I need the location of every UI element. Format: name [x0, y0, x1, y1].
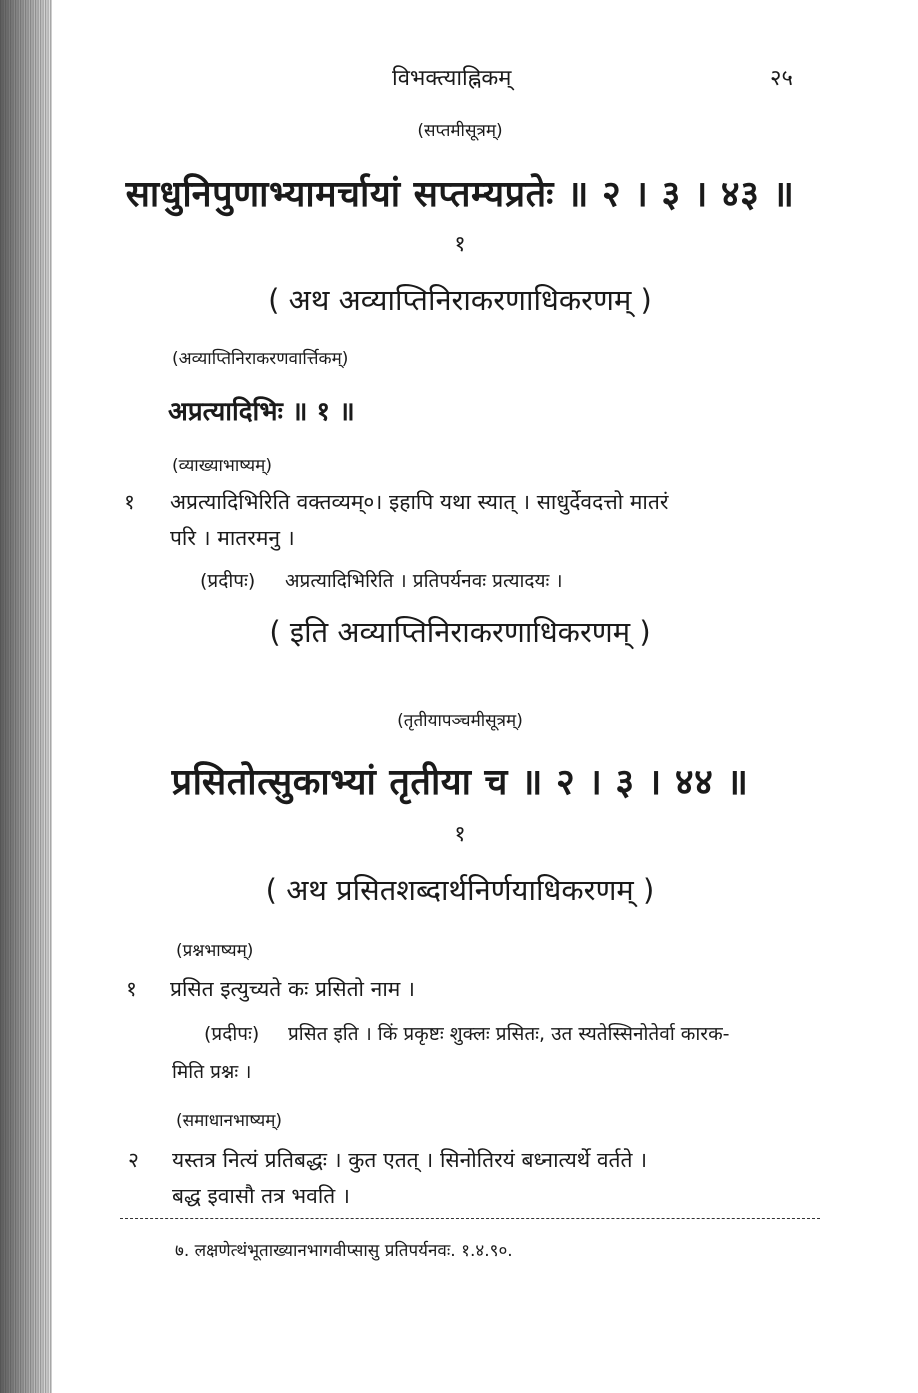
- samadhana-line: बद्ध इवासौ तत्र भवति ।: [172, 1184, 350, 1208]
- prashna-number: १: [126, 977, 137, 1001]
- prashna-text: प्रसित इत्युच्यते कः प्रसितो नाम ।: [170, 977, 415, 1001]
- bhashya-label: (व्याख्याभाष्यम्): [172, 456, 272, 476]
- sutra-type-label: (सप्तमीसूत्रम्): [417, 121, 503, 141]
- pradipa-label: (प्रदीपः): [204, 1023, 260, 1045]
- running-header-title: विभक्त्याह्निकम्: [392, 66, 512, 91]
- bhashya-number: १: [124, 490, 135, 514]
- pradipa-line: प्रसित इति । किं प्रकृष्टः शुक्लः प्रसितः, उत स्यतेस्सिनोतेर्वा कारक-: [288, 1023, 730, 1045]
- adhikarana-number: १: [454, 232, 466, 257]
- pradipa-label: (प्रदीपः): [200, 570, 256, 592]
- adhikarana-start-heading: ( अथ अव्याप्तिनिराकरणाधिकरणम् ): [268, 283, 652, 317]
- samadhana-line: यस्तत्र नित्यं प्रतिबद्धः । कुत एतत् । सिनोतिरयं बध्नात्यर्थे वर्तते ।: [172, 1148, 648, 1172]
- bhashya-line: अप्रत्यादिभिरिति वक्तव्यम्०। इहापि यथा स्यात् । साधुर्देवदत्तो मातरं: [170, 490, 669, 514]
- sutra-heading: साधुनिपुणाभ्यामर्चायां सप्तम्यप्रतेः ॥ २ । ३ । ४३ ॥: [125, 174, 795, 215]
- samadhana-label: (समाधानभाष्यम्): [176, 1111, 283, 1131]
- adhikarana-start-heading: ( अथ प्रसितशब्दार्थनिर्णयाधिकरणम् ): [265, 873, 655, 907]
- footnote: ७. लक्षणेत्थंभूताख्यानभागवीप्सासु प्रतिपर्यनवः. १.४.९०.: [175, 1241, 513, 1261]
- adhikarana-number: १: [454, 822, 466, 847]
- adhikarana-end-heading: ( इति अव्याप्तिनिराकरणाधिकरणम् ): [269, 615, 651, 649]
- pradipa-text: अप्रत्यादिभिरिति । प्रतिपर्यनवः प्रत्यादयः ।: [285, 570, 563, 592]
- pradipa-line: मिति प्रश्नः ।: [172, 1061, 252, 1083]
- samadhana-number: २: [128, 1148, 139, 1172]
- vartika-label: (अव्याप्तिनिराकरणवार्त्तिकम्): [172, 349, 349, 369]
- sutra-heading: प्रसितोत्सुकाभ्यां तृतीया च ॥ २ । ३ । ४४ ॥: [171, 762, 749, 803]
- prashna-label: (प्रश्नभाष्यम्): [176, 941, 254, 961]
- vartika-text: अप्रत्यादिभिः ॥ १ ॥: [168, 397, 355, 427]
- sutra-type-label: (तृतीयापञ्चमीसूत्रम्): [397, 711, 523, 731]
- page-number: २५: [770, 66, 793, 91]
- scan-edge-shadow: [0, 0, 52, 1393]
- bhashya-line: परि । मातरमनु ।: [170, 526, 295, 550]
- footnote-divider: [120, 1218, 820, 1219]
